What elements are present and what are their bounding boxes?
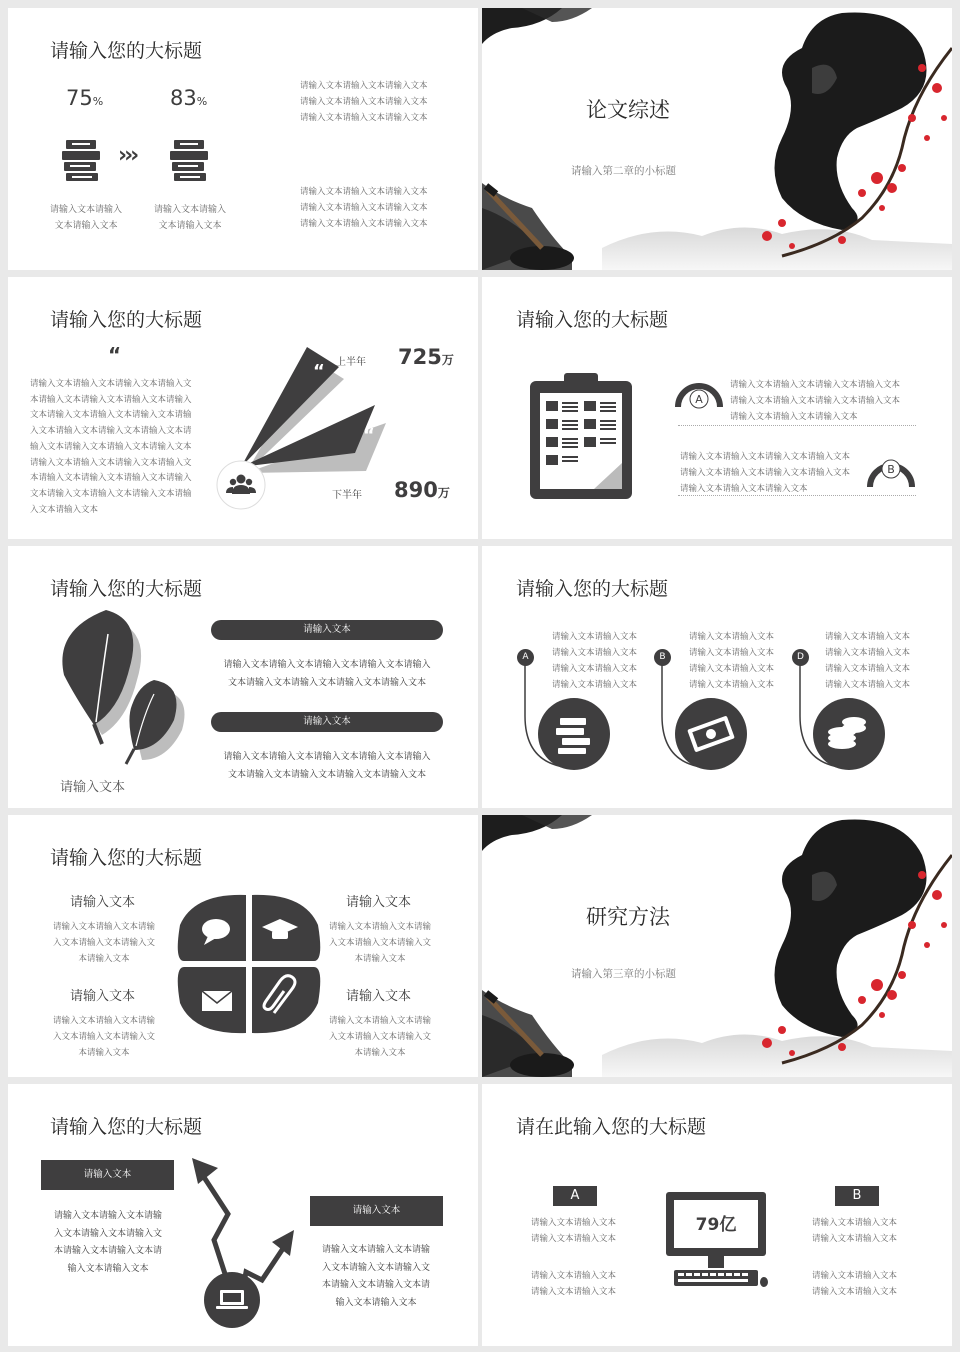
- text-d: 请输入文本请输入文本 请输入文本请输入文本 请输入文本请输入文本 请输入文本请输入文本: [825, 632, 911, 690]
- caption-1: 请输入文本请输入 文本请输入文本: [49, 205, 122, 231]
- slide-9[interactable]: [8, 1084, 478, 1346]
- block-head-1: 请输入文本: [70, 895, 136, 910]
- a-text-2: 请输入文本请输入文本 请输入文本请输入文本: [531, 1271, 617, 1297]
- text-b: 请输入文本请输入文本 请输入文本请输入文本 请输入文本请输入文本 请输入文本请输入文本: [689, 632, 775, 690]
- text-block-2: 请输入文本请输入文本请输 入文本请输入文本请输入文 本请输入文本请输入文本请 输入文本请输入文本: [321, 1245, 430, 1308]
- marker-d: D: [792, 649, 809, 666]
- text-block-2: 请输入文本请输入文本请输入文本请输入文本请输入 文本请输入文本请输入文本请输入文本请输入文本: [223, 752, 431, 780]
- block-head-3: 请输入文本: [346, 895, 412, 910]
- money-stack-icon: [168, 138, 212, 182]
- quote-icon: “: [313, 361, 325, 382]
- b-text-2: 请输入文本请输入文本 请输入文本请输入文本: [812, 1271, 898, 1297]
- coins-stack-icon: [538, 698, 610, 770]
- caption-2: 请输入文本请输入 文本请输入文本: [153, 205, 226, 231]
- chevrons-icon: ›››: [118, 143, 137, 168]
- divider: [678, 495, 916, 496]
- block-head-2: 请输入文本: [70, 989, 136, 1004]
- coin-pile-icon: [813, 698, 885, 770]
- fan-chart: [213, 337, 413, 517]
- monitor-value: 79亿: [695, 1215, 737, 1235]
- slide-10[interactable]: [482, 1084, 952, 1346]
- section-subtitle: 请输入第二章的小标题: [571, 165, 676, 177]
- label-b: B: [835, 1186, 879, 1206]
- quad-petal-graphic: [174, 891, 324, 1037]
- text-b: 请输入文本请输入文本请输入文本请输入文本 请输入文本请输入文本请输入文本请输入文本 请输入文本请输入文本请输入文本: [680, 452, 851, 494]
- block-head-4: 请输入文本: [346, 989, 412, 1004]
- slide-title: 请输入您的大标题: [50, 40, 203, 62]
- ink-landscape-art: [482, 8, 952, 270]
- body-text: 请输入文本请输入文本请输入文本请输入文 本请输入文本请输入文本请输入文本请输入 文本请输入文本请输入文本请输入文本请输 入文本请输入文本请输入文本请输入文本请 输入文本请输入文本请输入文本请输入文本 请输入文本请输入文本请输入文本请输入文 本请输入文本请输入文本请输入文本请输入 文本请输入文本请输入文本请输入文本请输 入文本请输入文本: [30, 379, 192, 515]
- slide-2[interactable]: [482, 8, 952, 270]
- slide-title: 请在此输入您的大标题: [516, 1116, 707, 1138]
- money-stack-icon: [60, 138, 104, 182]
- slide-3[interactable]: [8, 277, 478, 539]
- leaf-caption: 请输入文本: [60, 780, 126, 795]
- marker-a: A: [517, 649, 534, 666]
- slide-6[interactable]: [482, 546, 952, 808]
- b-text-1: 请输入文本请输入文本 请输入文本请输入文本: [812, 1218, 898, 1244]
- slide-4[interactable]: [482, 277, 952, 539]
- slide-1[interactable]: [8, 8, 478, 270]
- slide-title: 请输入您的大标题: [516, 578, 669, 600]
- growth-arrows-graphic: [184, 1154, 304, 1330]
- label-second-half: 下半年: [332, 490, 362, 501]
- badge-b-icon: [866, 447, 916, 493]
- quote-icon: “: [363, 425, 375, 446]
- text-a: 请输入文本请输入文本请输入文本请输入文本 请输入文本请输入文本请输入文本请输入文本 请输入文本请输入文本请输入文本: [730, 380, 901, 422]
- section-title: 研究方法: [586, 905, 670, 929]
- slide-title: 请输入您的大标题: [50, 309, 203, 331]
- slide-title: 请输入您的大标题: [516, 309, 669, 331]
- text-block-2: 请输入文本请输入文本请输入文本 请输入文本请输入文本请输入文本 请输入文本请输入文本请输入文本: [300, 187, 428, 229]
- text-a: 请输入文本请输入文本 请输入文本请输入文本 请输入文本请输入文本 请输入文本请输入文本: [552, 632, 638, 690]
- block-text-2: 请输入文本请输入文本请输 入文本请输入文本请输入文 本请输入文本: [52, 1016, 155, 1058]
- block-text-1: 请输入文本请输入文本请输 入文本请输入文本请输入文 本请输入文本: [52, 922, 155, 964]
- slide-7[interactable]: [8, 815, 478, 1077]
- a-text-1: 请输入文本请输入文本 请输入文本请输入文本: [531, 1218, 617, 1244]
- envelope-icon: [202, 991, 232, 1011]
- label-first-half: 上半年: [336, 357, 366, 368]
- slide-title: 请输入您的大标题: [50, 578, 203, 600]
- svg-text:B: B: [887, 463, 895, 476]
- marker-b: B: [654, 649, 671, 666]
- slide-5[interactable]: [8, 546, 478, 808]
- percent-1: 75%: [66, 86, 104, 110]
- value-second-half: 890万: [394, 478, 450, 502]
- pill-label-2: 请输入文本: [211, 712, 443, 732]
- slide-8[interactable]: [482, 815, 952, 1077]
- section-subtitle: 请输入第三章的小标题: [571, 968, 676, 980]
- label-a: A: [553, 1186, 597, 1206]
- badge-a-icon: [674, 375, 724, 413]
- percent-2: 83%: [170, 86, 208, 110]
- value-first-half: 725万: [398, 345, 454, 369]
- slide-title: 请输入您的大标题: [50, 847, 203, 869]
- computer-monitor-icon: [664, 1190, 772, 1300]
- text-block-1: 请输入文本请输入文本请输 入文本请输入文本请输入文 本请输入文本请输入文本请 输入文本请输入文本: [53, 1211, 162, 1274]
- leaves-icon: [36, 604, 196, 774]
- text-block-1: 请输入文本请输入文本请输入文本 请输入文本请输入文本请输入文本 请输入文本请输入文本请输入文本: [300, 81, 428, 123]
- label-box-1: 请输入文本: [41, 1160, 174, 1190]
- quote-mark: “: [108, 343, 122, 367]
- slide-title: 请输入您的大标题: [50, 1116, 203, 1138]
- clipboard-icon: [528, 373, 634, 501]
- block-text-4: 请输入文本请输入文本请输 入文本请输入文本请输入文 本请输入文本: [328, 1016, 431, 1058]
- ink-landscape-art: [482, 815, 952, 1077]
- text-block-1: 请输入文本请输入文本请输入文本请输入文本请输入 文本请输入文本请输入文本请输入文本请输入文本: [223, 660, 431, 688]
- label-box-2: 请输入文本: [310, 1196, 443, 1226]
- pill-label-1: 请输入文本: [211, 620, 443, 640]
- section-title: 论文综述: [586, 98, 670, 122]
- divider: [678, 425, 916, 426]
- svg-text:A: A: [695, 393, 703, 406]
- block-text-3: 请输入文本请输入文本请输 入文本请输入文本请输入文 本请输入文本: [328, 922, 431, 964]
- cash-bills-icon: [675, 698, 747, 770]
